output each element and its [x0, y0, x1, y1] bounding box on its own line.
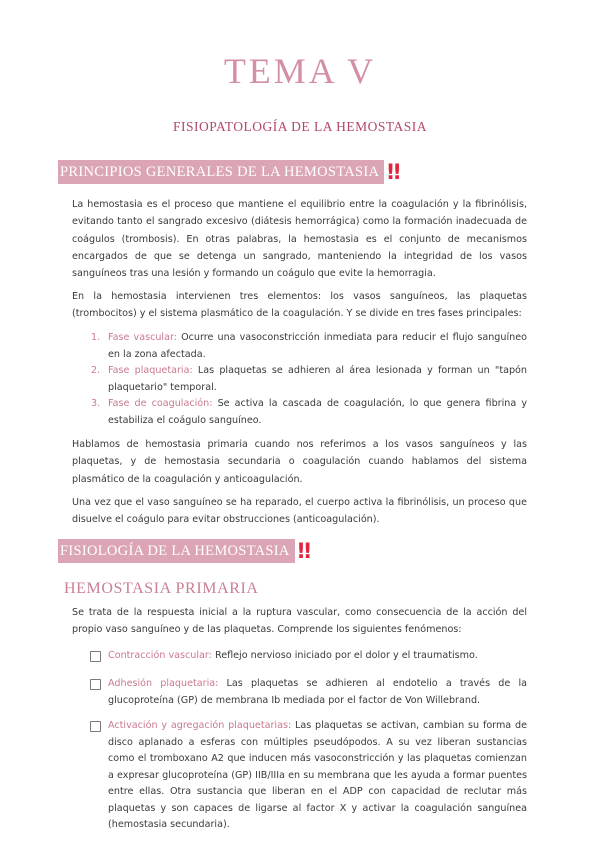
list-item [85, 330, 527, 363]
paragraph-elements: En la hemostasia intervienen tres elementos: los vasos sanguíneos, las plaquetas (trombocitos) y el sistema plasmático de la coagulación. Y se divide en tres fases principales: [72, 291, 527, 320]
section-heading-label: FISIOLOGÍA DE LA HEMOSTASIA [58, 539, 295, 563]
double-exclamation-icon: ‼ [387, 160, 397, 184]
item-term: Adhesión plaquetaria: [108, 678, 219, 689]
item-term: Contracción vascular: [108, 650, 212, 661]
checkbox-icon[interactable] [90, 679, 101, 690]
subsection-heading: HEMOSTASIA PRIMARIA [64, 580, 259, 597]
checklist-item [90, 718, 527, 834]
paragraph-fibrinolysis: Una vez que el vaso sanguíneo se ha reparado, el cuerpo activa la fibrinólisis, un proceso que disuelve el coágulo para evitar obstrucciones (anticoagulación). [72, 497, 527, 526]
page-title: TEMA V [223, 51, 377, 91]
list-number: 3. [91, 398, 101, 409]
checkbox-icon[interactable] [90, 721, 101, 732]
phase-term: Fase de coagulación: [108, 398, 213, 409]
paragraph-definition: La hemostasia es el proceso que mantiene el equilibrio entre la coagulación y la fibrinólisis, evitando tanto el sangrado excesivo (diátesis hemorrágica) como la formación inadecuada de coágulos (trombosis). En otras palabras, la hemostasia es el conjunto de mecanismos encargados de que se detenga un sangrado, manteniendo la integridad de los vasos sanguíneos tras una lesión y formando un coágulo que evite la hemorragia. [72, 199, 527, 280]
page-subtitle: FISIOPATOLOGÍA DE LA HEMOSTASIA [172, 119, 428, 134]
phase-text: Se activa la cascada de coagulación, lo que genera fibrina y estabiliza el coágulo sanguíneo. [108, 398, 528, 426]
item-term: Activación y agregación plaquetarias: [108, 720, 292, 731]
phase-text: Las plaquetas se adhieren al área lesionada y forman un "tapón plaquetario" temporal. [108, 365, 527, 393]
checklist-item [90, 648, 527, 665]
list-number: 1. [91, 332, 101, 343]
checklist-item [90, 676, 527, 709]
double-exclamation-icon: ‼ [297, 539, 307, 563]
list-number: 2. [91, 365, 101, 376]
checkbox-icon[interactable] [90, 651, 101, 662]
phase-term: Fase vascular: [108, 332, 177, 343]
paragraph-primary-intro: Se trata de la respuesta inicial a la ruptura vascular, como consecuencia de la acción del propio vaso sanguíneo y de las plaquetas. Comprende los siguientes fenómenos: [72, 607, 527, 636]
section-heading-label: PRINCIPIOS GENERALES DE LA HEMOSTASIA [58, 160, 384, 184]
list-item [85, 396, 527, 429]
phase-text: Ocurre una vasoconstricción inmediata para reducir el flujo sanguíneo en la zona afectada. [108, 332, 527, 360]
phase-term: Fase plaquetaria: [108, 365, 193, 376]
phase-list [85, 330, 527, 429]
section-heading-principios [58, 160, 396, 184]
item-text: Las plaquetas se adhieren al endotelio a través de la glucoproteína (GP) de membrana Ib mediada por el factor de Von Willebrand. [108, 678, 527, 706]
section-heading-fisiologia [58, 539, 307, 563]
list-item [85, 363, 527, 396]
paragraph-primary-secondary: Hablamos de hemostasia primaria cuando nos referimos a los vasos sanguíneos y las plaquetas, y de hemostasia secundaria o coagulación cuando hablamos del sistema plasmático de la coagulación y anticoagulación. [72, 439, 527, 485]
item-text: Reflejo nervioso iniciado por el dolor y el traumatismo. [211, 650, 478, 661]
item-text: Las plaquetas se activan, cambian su forma de disco aplanado a esferas con múltiples pseudópodos. A su vez liberan sustancias como el tromboxano A2 que inducen más vasoconstricción y las plaquetas comienzan a expresar glucoproteína (GP) IIB/IIIa en su membrana que les ayuda a formar puentes entre ellas. Otra sustancia que liberan en el ADP con capacidad de reclutar más plaquetas y son capaces de ligarse al factor X y activar la coagulación sanguínea (hemostasia secundaria). [108, 720, 527, 830]
